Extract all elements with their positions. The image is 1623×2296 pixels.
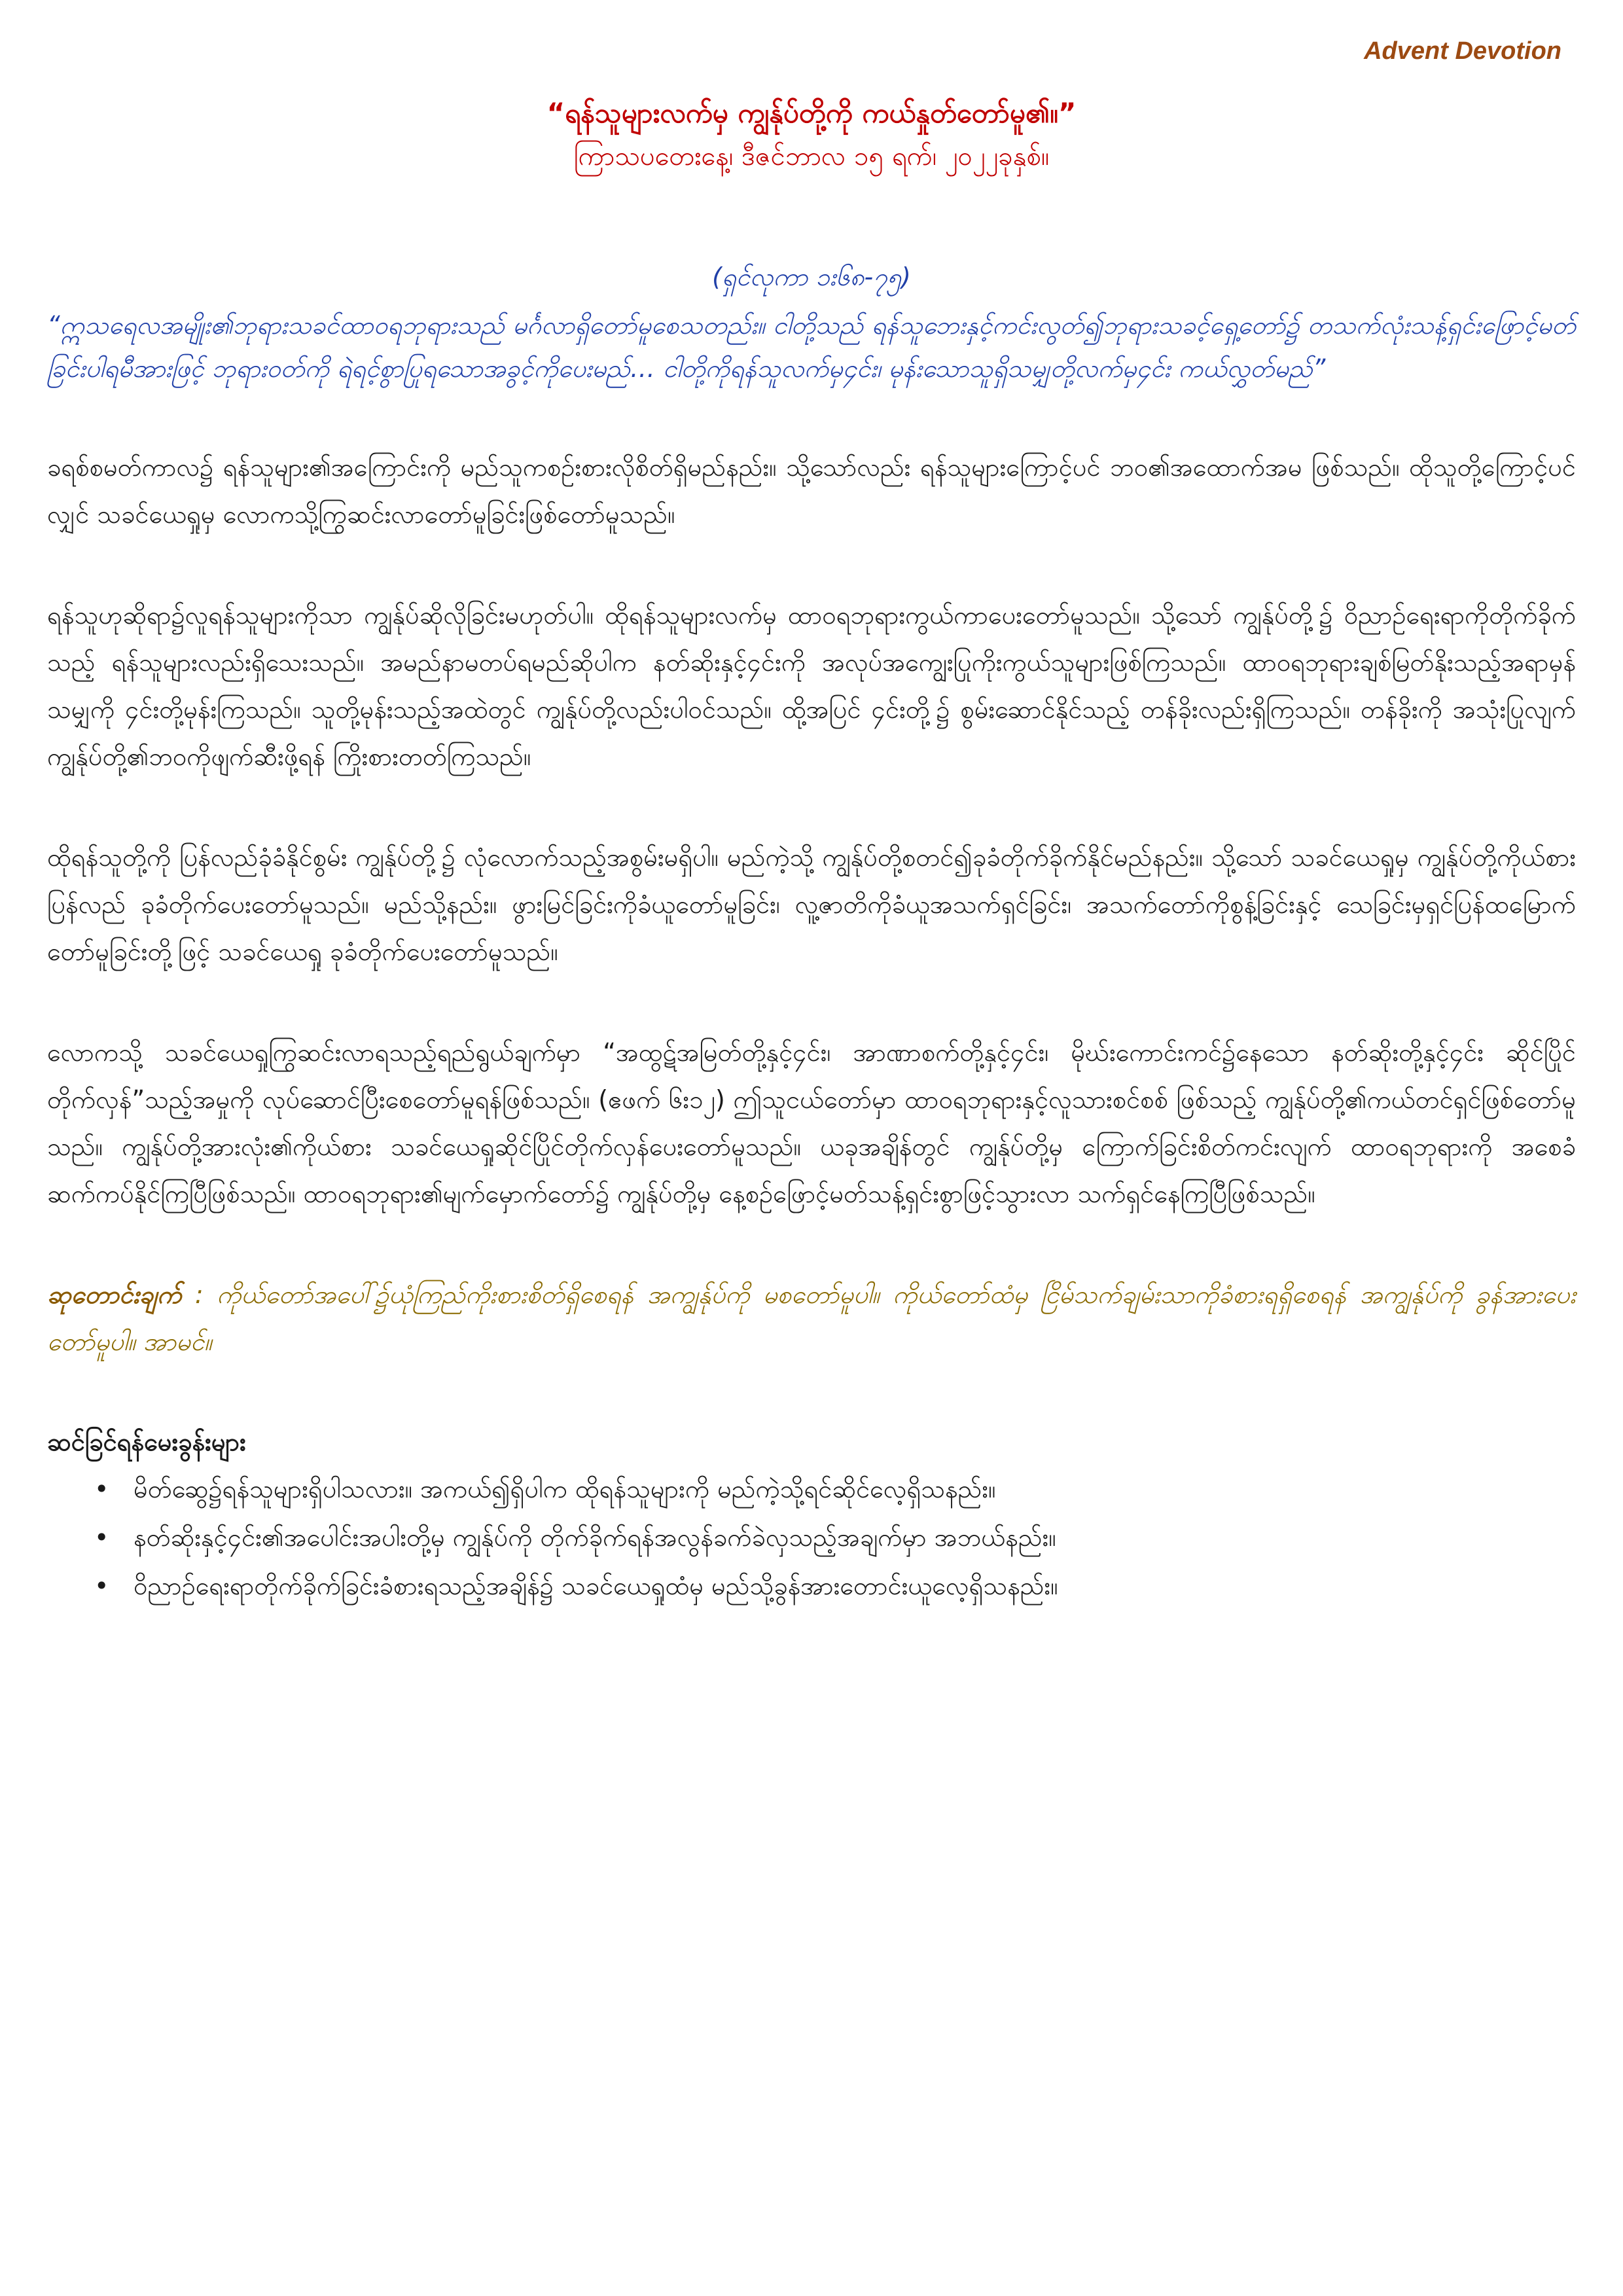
body-paragraph-4: လောကသို့ သခင်ယေရှုကြွဆင်းလာရသည့်ရည်ရွယ်ချက်မှာ “အထွဋ်အမြတ်တို့နှင့်၄င်း၊ အာဏာစက်တို့နှင့်၄င်း၊ မိုဃ်းကောင်းကင်၌နေသော နတ်ဆိုးတို့နှင့်၄င်း ဆိုင်ပြိုင်တိုက်လှန်”သည့်အမှုကို လုပ်ဆောင်ပြီးစေတော်မူရန်ဖြစ်သည်။ (ဧဖက် ၆း၁၂) ဤသူငယ်တော်မှာ ထာဝရဘုရားနှင့်လူသားစင်စစ် ဖြစ်သည့် ကျွန်ုပ်တို့၏ကယ်တင်ရှင်ဖြစ်တော်မူသည်။ ကျွန်ုပ်တို့အားလုံး၏ကိုယ်စား သခင်ယေရှုဆိုင်ပြိုင်တိုက်လှန်ပေးတော်မူသည်။ ယခုအချိန်တွင် ကျွန်ုပ်တို့မှ ကြောက်ခြင်းစိတ်ကင်းလျက် ထာဝရဘုရားကို အစေခံဆက်ကပ်နိုင်ကြပြီဖြစ်သည်။ ထာဝရဘုရား၏မျက်မှောက်တော်၌ ကျွန်ုပ်တို့မှ နေ့စဉ်ဖြောင့်မတ်သန့်ရှင်းစွာဖြင့်သွားလာ သက်ရှင်နေကြပြီဖြစ်သည်။ <box>47 1038 1576 1208</box>
scripture-text: “ဣသရေလအမျိုး၏ဘုရားသခင်ထာဝရဘုရားသည် မင်္ဂလာရှိတော်မူစေသတည်း။ ငါတို့သည် ရန်သူဘေးနှင့်ကင်းလွတ်၍ဘုရားသခင့်ရှေ့တော်၌ တသက်လုံးသန့်ရှင်းဖြောင့်မတ်ခြင်းပါရမီအားဖြင့် ဘုရားဝတ်ကို ရဲရင့်စွာပြုရသောအခွင့်ကိုပေးမည်… ငါတို့ကိုရန်သူလက်မှ၄င်း၊ မုန်းသောသူရှိသမျှတို့လက်မှ၄င်း ကယ်လွှတ်မည်” <box>47 311 1576 383</box>
header-tag: Advent Devotion <box>1364 37 1561 65</box>
questions-heading: ဆင်ခြင်ရန်မေးခွန်းများ <box>47 1427 246 1456</box>
devotion-page <box>47 31 1576 1610</box>
question-text: ဝိညာဉ်ရေးရာတိုက်ခိုက်ခြင်းခံစားရသည့်အချိန်၌ သခင်ယေရှုထံမှ မည်သို့ခွန်အားတောင်းယူလေ့ရှိသနည်း။ <box>134 1571 1058 1600</box>
body-paragraph-2: ရန်သူဟုဆိုရာ၌လူရန်သူများကိုသာ ကျွန်ုပ်ဆိုလိုခြင်းမဟုတ်ပါ။ ထိုရန်သူများလက်မှ ထာဝရဘုရားကွယ်ကာပေးတော်မူသည်။ သို့သော် ကျွန်ုပ်တို့၌ ဝိညာဉ်ရေးရာကိုတိုက်ခိုက်သည့် ရန်သူများလည်းရှိသေးသည်။ အမည်နာမတပ်ရမည်ဆိုပါက နတ်ဆိုးနှင့်၄င်းကို အလုပ်အကျွေးပြုကိုးကွယ်သူများဖြစ်ကြသည်။ ထာဝရဘုရားချစ်မြတ်နိုးသည့်အရာမှန်သမျှကို ၄င်းတို့မုန်းကြသည်။ သူတို့မုန်းသည့်အထဲတွင် ကျွန်ုပ်တို့လည်းပါဝင်သည်။ ထို့အပြင် ၄င်းတို့၌ စွမ်းဆောင်နိုင်သည့် တန်ခိုးလည်းရှိကြသည်။ တန်ခိုးကို အသုံးပြုလျက် ကျွန်ုပ်တို့၏ဘဝကိုဖျက်ဆီးဖို့ရန် ကြိုးစားတတ်ကြသည်။ <box>47 601 1576 771</box>
bullet-icon: • <box>94 1571 109 1600</box>
body-paragraph-3: ထိုရန်သူတို့ကို ပြန်လည်ခုံခံနိုင်စွမ်း ကျွန်ုပ်တို့၌ လုံလောက်သည့်အစွမ်းမရှိပါ။ မည်ကဲ့သို့ ကျွန်ုပ်တို့စတင်၍ခုခံတိုက်ခိုက်နိုင်မည်နည်း။ သို့သော် သခင်ယေရှုမှ ကျွန်ုပ်တို့ကိုယ်စားပြန်လည် ခုခံတိုက်ပေးတော်မူသည်။ မည်သို့နည်း။ ဖွားမြင်ခြင်းကိုခံယူတော်မူခြင်း၊ လူ့ဇာတိကိုခံယူအသက်ရှင်ခြင်း၊ အသက်တော်ကိုစွန့်ခြင်းနှင့် သေခြင်းမှရှင်ပြန်ထမြောက်တော်မူခြင်းတို့ဖြင့် သခင်ယေရှု ခုခံတိုက်ပေးတော်မူသည်။ <box>47 843 1576 966</box>
list-item <box>47 1513 1576 1562</box>
bullet-icon: • <box>94 1523 109 1552</box>
bullet-icon: • <box>94 1475 109 1503</box>
list-item <box>47 1465 1576 1513</box>
scripture-reference: (ရှင်လုကာ ၁း၆၈-၇၅) <box>712 262 911 291</box>
page-title: “ရန်သူများလက်မှ ကျွန်ုပ်တို့ကို ကယ်နှုတ်တော်မူ၏။” <box>546 97 1077 129</box>
prayer-separator: : <box>181 1280 217 1309</box>
prayer-text: ကိုယ်တော်အပေါ်၌ယုံကြည်ကိုးစားစိတ်ရှိစေရန် အကျွန်ုပ်ကို မစတော်မူပါ။ ကိုယ်တော်ထံမှ ငြိမ်သက်ချမ်းသာကိုခံစားရရှိစေရန် အကျွန်ုပ်ကို ခွန်အားပေးတော်မူပါ။ အာမင်။ <box>47 1280 1576 1356</box>
prayer-label: ဆုတောင်းချက် <box>47 1280 182 1309</box>
list-item <box>47 1562 1576 1610</box>
body-paragraph-1: ခရစ်စမတ်ကာလ၌ ရန်သူများ၏အကြောင်းကို မည်သူကစဉ်းစားလိုစိတ်ရှိမည်နည်း။ သို့သော်လည်း ရန်သူများကြောင့်ပင် ဘဝ၏အထောက်အမ ဖြစ်သည်။ ထိုသူတို့ကြောင့်ပင်လျှင် သခင်ယေရှုမှ လောကသို့ကြွဆင်းလာတော်မူခြင်းဖြစ်တော်မူသည်။ <box>47 453 1576 529</box>
question-text: မိတ်ဆွေ၌ရန်သူများရှိပါသလား။ အကယ်၍ရှိပါက ထိုရန်သူများကို မည်ကဲ့သို့ရင်ဆိုင်လေ့ရှိသနည်း။ <box>134 1475 996 1503</box>
prayer-block <box>47 1271 1576 1365</box>
questions-list <box>47 1465 1576 1610</box>
question-text: နတ်ဆိုးနှင့်၄င်း၏အပေါင်းအပါးတို့မှ ကျွန်ုပ်ကို တိုက်ခိုက်ရန်အလွန်ခက်ခဲလှသည့်အချက်မှာ အဘယ်နည်း။ <box>134 1523 1056 1552</box>
date-subtitle: ကြာသပတေးနေ့၊ ဒီဇင်ဘာလ ၁၅ ရက်၊ ၂၀၂၂ခုနှစ်။ <box>573 141 1050 171</box>
